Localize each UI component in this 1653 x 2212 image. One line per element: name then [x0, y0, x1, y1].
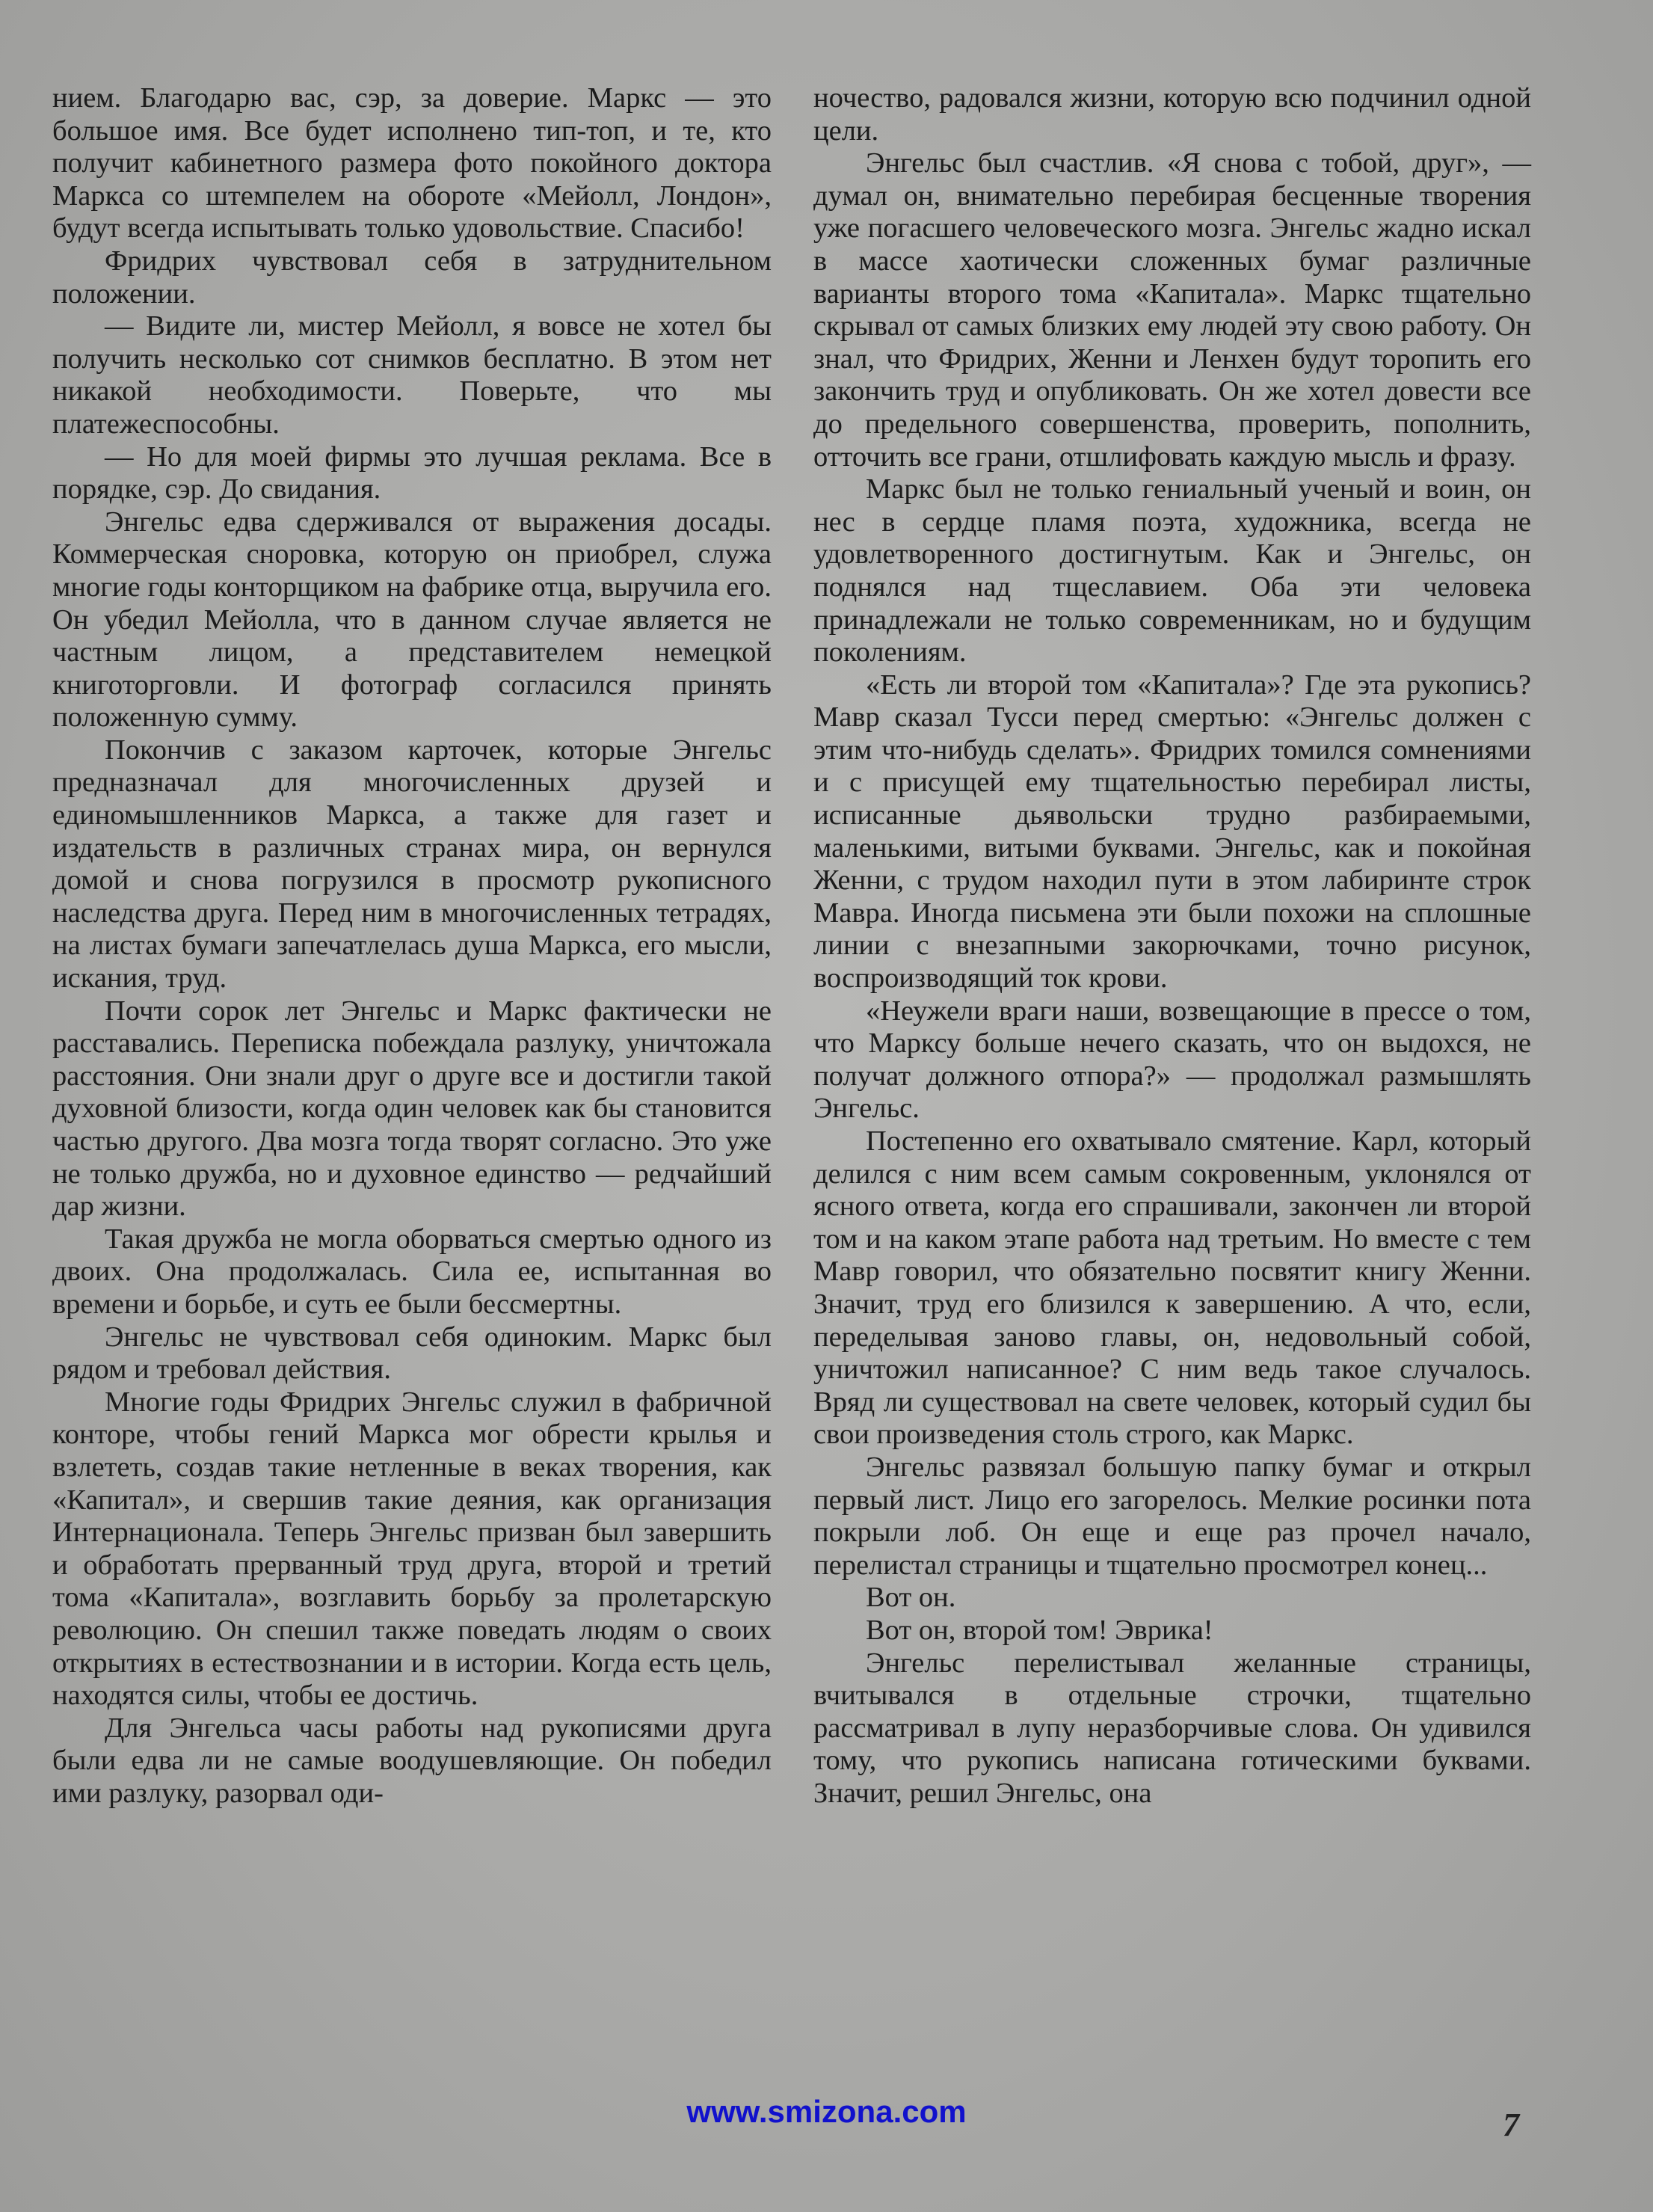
paragraph: Энгельс развязал большую папку бумаг и открыл первый лист. Лицо его загорелось. Мелкие росинки пота покрыли лоб. Он еще и еще раз прочел начало, перелистал страницы и тщательно просмотрел конец... [813, 1451, 1531, 1581]
left-text-column [52, 82, 772, 1810]
paragraph: — Видите ли, мистер Мейолл, я вовсе не хотел бы получить несколько сот снимков бесплатно. В этом нет никакой необходимости. Поверьте, что мы платежеспособны. [52, 310, 772, 440]
paragraph: Энгельс был счастлив. «Я снова с тобой, друг», — думал он, внимательно перебирая бесценные творения уже погасшего человеческого мозга. Энгельс жадно искал в массе хаотически сложенных бумаг различные варианты второго тома «Капитала». Маркс тщательно скрывал от самых близких ему людей эту свою работу. Он знал, что Фридрих, Женни и Ленхен будут торопить его закончить труд и опубликовать. Он же хотел довести все до предельного совершенства, проверить, пополнить, отточить все грани, отшлифовать каждую мысль и фразу. [813, 147, 1531, 473]
paragraph: Энгельс едва сдерживался от выражения досады. Коммерческая сноровка, которую он приобрел, служа многие годы конторщиком на фабрике отца, выручила его. Он убедил Мейолла, что в данном случае является не частным лицом, а представителем немецкой книготорговли. И фотограф согласился принять положенную сумму. [52, 506, 772, 734]
paragraph: ночество, радовался жизни, которую всю подчинил одной цели. [813, 82, 1531, 147]
paragraph: Почти сорок лет Энгельс и Маркс фактически не расставались. Переписка побеждала разлуку, уничтожала расстояния. Они знали друг о друге все и достигли такой духовной близости, когда один человек как бы становится частью другого. Два мозга тогда творят согласно. Это уже не только дружба, но и духовное единство — редчайший дар жизни. [52, 995, 772, 1223]
paragraph: Для Энгельса часы работы над рукописями друга были едва ли не самые воодушевляющие. Он победил ими разлуку, разорвал оди- [52, 1712, 772, 1809]
paragraph: Покончив с заказом карточек, которые Энгельс предназначал для многочисленных друзей и единомышленников Маркса, а также для газет и издательств в различных странах мира, он вернулся домой и снова погрузился в просмотр рукописного наследства друга. Перед ним в многочисленных тетрадях, на листах бумаги запечатлелась душа Маркса, его мысли, искания, труд. [52, 734, 772, 995]
paragraph: «Есть ли второй том «Капитала»? Где эта рукопись? Мавр сказал Тусси перед смертью: «Энгельс должен с этим что-нибудь сделать». Фридрих томился сомнениями и с присущей ему тщательностью перебирал листы, исписанные дьявольски трудно разбираемыми, маленькими, витыми буквами. Энгельс, как и покойная Женни, с трудом находил пути в этом лабиринте строк Мавра. Иногда письмена эти были похожи на сплошные линии с внезапными закорючками, точно рисунок, воспроизводящий ток крови. [813, 669, 1531, 995]
paragraph: «Неужели враги наши, возвещающие в прессе о том, что Марксу больше нечего сказать, что он выдохся, не получат должного отпора?» — продолжал размышлять Энгельс. [813, 995, 1531, 1125]
paragraph: Вот он, второй том! Эврика! [866, 1614, 1213, 1646]
website-link[interactable]: www.smizona.com [686, 2094, 967, 2129]
paragraph: Такая дружба не могла оборваться смертью одного из двоих. Она продолжалась. Сила ее, испытанная во времени и борьбе, и суть ее были бессмертны. [52, 1223, 772, 1320]
paragraph: — Но для моей фирмы это лучшая реклама. Все в порядке, сэр. До свидания. [52, 440, 772, 506]
paragraph: нием. Благодарю вас, сэр, за доверие. Маркс — это большое имя. Все будет исполнено тип-топ, и те, кто получит кабинетного размера фото покойного доктора Маркса со штемпелем на обороте «Мейолл, Лондон», будут всегда испытывать только удовольствие. Спасибо! [52, 82, 772, 245]
paragraph: Постепенно его охватывало смятение. Карл, который делился с ним всем самым сокровенным, уклонялся от ясного ответа, когда его спрашивали, закончен ли второй том и на каком этапе работа над третьим. Но вместе с тем Мавр говорил, что обязательно посвятит книгу Женни. Значит, труд его близился к завершению. А что, если, переделывая заново главы, он, недовольный собой, уничтожил написанное? С ним ведь такое случалось. Вряд ли существовал на свете человек, который судил бы свои произведения столь строго, как Маркс. [813, 1125, 1531, 1451]
paragraph: Маркс был не только гениальный ученый и воин, он нес в сердце пламя поэта, художника, всегда не удовлетворенного достигнутым. Как и Энгельс, он поднялся над тщеславием. Оба эти человека принадлежали не только современникам, но и будущим поколениям. [813, 473, 1531, 669]
paragraph: Вот он. [866, 1582, 956, 1614]
paragraph: Многие годы Фридрих Энгельс служил в фабричной конторе, чтобы гений Маркса мог обрести крылья и взлететь, создав такие нетленные в веках творения, как «Капитал», и свершив такие деяния, как организация Интернационала. Теперь Энгельс призван был завершить и обработать прерванный труд друга, второй и третий тома «Капитала», возглавить борьбу за пролетарскую революцию. Он спешил также поведать людям о своих открытиях в естествознании и в истории. Когда есть цель, находятся силы, чтобы ее достичь. [52, 1386, 772, 1712]
paragraph: Энгельс не чувствовал себя одиноким. Маркс был рядом и требовал действия. [52, 1321, 772, 1386]
paragraph: Энгельс перелистывал желанные страницы, вчитывался в отдельные строчки, тщательно рассматривал в лупу неразборчивые слова. Он удивился тому, что рукопись написана готическими буквами. Значит, решил Энгельс, она [813, 1647, 1531, 1809]
paragraph: Фридрих чувствовал себя в затруднительном положении. [52, 245, 772, 310]
page-number: 7 [1503, 2107, 1519, 2143]
right-text-column [813, 82, 1531, 1810]
